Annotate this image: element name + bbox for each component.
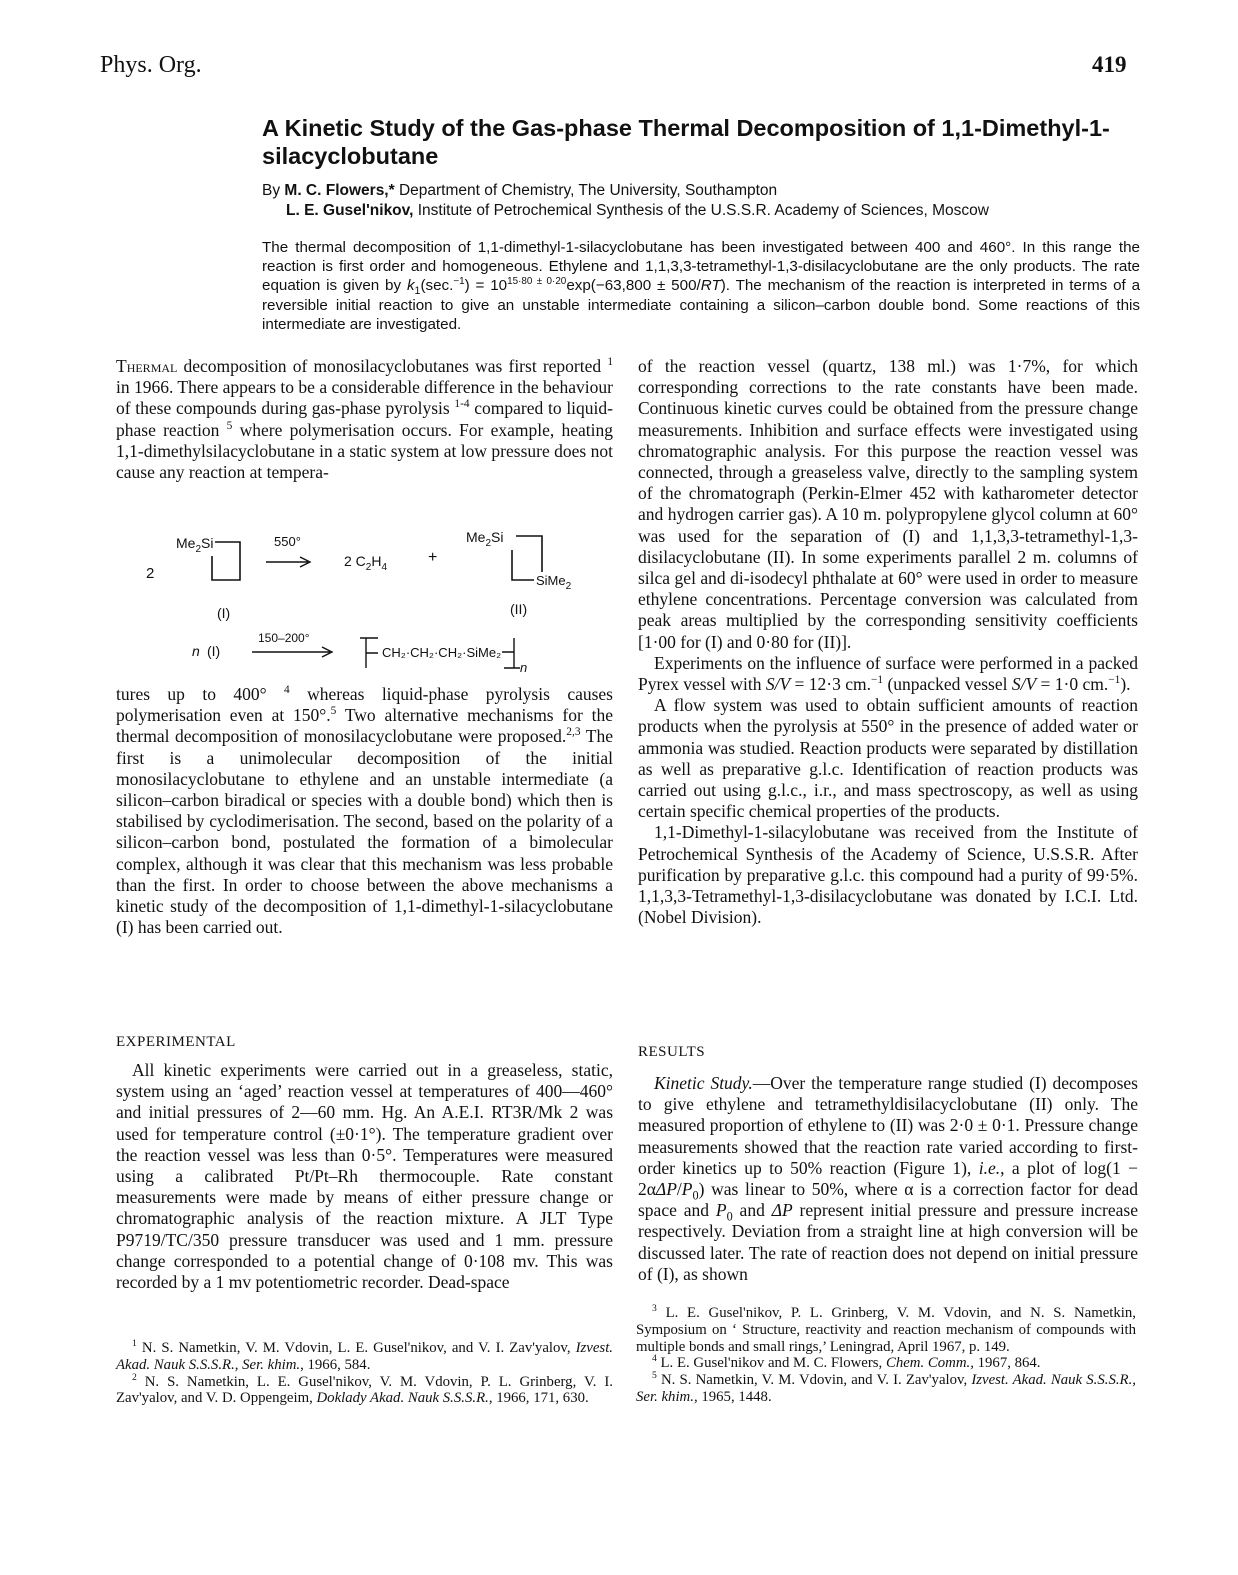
author-affiliation-2: Institute of Petrochemical Synthesis of the U.S.S.R. Academy of Sciences, Moscow	[417, 202, 989, 219]
journal-name: Phys. Org.	[100, 52, 202, 78]
author-name-2: L. E. Gusel'nikov,	[286, 202, 414, 219]
experimental-heading: EXPERIMENTAL	[116, 1034, 236, 1050]
footnote: $^5$ N. S. Nametkin, V. M. Vdovin, and V. I. Zav'yalov, Izvest. Akad. Nauk S.S.S.R., Ser. khim., 1965, 1448.	[636, 1370, 1136, 1405]
experimental-flow-paragraph: A flow system was used to obtain sufficient amounts of reaction products when the pyrolysis at 550° in the presence of added water or ammonia was studied. Reaction products were separated by distillation as well as preparative g.l.c. Identification of reaction products was carried out using g.l.c., i.r., and mass spectroscopy, as well as using certain specific chemical properties of the products.	[638, 695, 1138, 822]
author-name-1: M. C. Flowers,*	[284, 182, 395, 199]
footnote: $^4$ L. E. Gusel'nikov and M. C. Flowers, Chem. Comm., 1967, 864.	[652, 1353, 1041, 1372]
svg-text:Me2Si: $Me_2Si$	[176, 535, 214, 555]
results-paragraph: Kinetic Study.—Over the temperature range studied (I) decomposes to give ethylene and tetramethyldisilacyclobutane (II) only. The measured proportion of ethylene to (II) was 2·0 ± 0·1. Pressure change measurements showed that the reaction rate varied according to first-order kinetics up to 50% reaction (Figure 1), i.e., a plot of $\log(1 - 2\alpha\Delta P/P_0)$ was linear to 50%, where α is a correction factor for dead space and $P_0$ and ΔP represent initial pressure and pressure increase respectively. Deviation from a straight line at high conversion will be discussed later. The rate of reaction does not depend on initial pressure of (I), as shown	[638, 1073, 1138, 1284]
author-line-1: By M. C. Flowers,* Department of Chemistry, The University, Southampton	[262, 182, 778, 199]
svg-text:(I): (I)	[207, 643, 221, 659]
article-title: A Kinetic Study of the Gas-phase Thermal Decomposition of 1,1-Dimethyl-1-silacyclobutane	[262, 115, 1110, 169]
experimental-materials-paragraph: 1,1-Dimethyl-1-silacylobutane was received from the Institute of Petrochemical Synthesis of the Academy of Science, U.S.S.R. After purification by preparative g.l.c. this compound had a purity of 99·5%. 1,1,3,3-Tetramethyl-1,3-disilacyclobutane was donated by I.C.I. Ltd. (Nobel Division).	[638, 822, 1138, 928]
reaction-scheme	[116, 522, 613, 682]
svg-text:n: n	[520, 660, 528, 675]
page-number: 419	[1092, 52, 1127, 77]
intro-paragraph: Thermal decomposition of monosilacyclobutanes was first reported $^1$ in 1966. There appears to be a considerable difference in the behaviour of these compounds during gas-phase pyrolysis $^{1-4}$ compared to liquid-phase reaction $^5$ where polymerisation occurs. For example, heating 1,1-dimethylsilacyclobutane in a static system at low pressure does not cause any reaction at tempera-	[116, 356, 613, 483]
silacyclobutane-ring	[212, 542, 240, 580]
footnotes-left	[116, 1340, 613, 1407]
condition-550: 550°	[274, 534, 301, 549]
svg-text:Me2Si: $Me_2Si$	[466, 529, 504, 549]
experimental-continued	[638, 356, 1138, 928]
reaction-arrow-2	[252, 647, 332, 657]
polymer-product: CH₂·CH₂·CH₂·SiMe₂	[382, 645, 502, 660]
compound-label-I: (I)	[217, 605, 231, 621]
intro-continued: tures up to 400° $^4$ whereas liquid-phase pyrolysis causes polymerisation even at 150°.$^5$ Two alternative mechanisms for the thermal decomposition of monosilacyclobutane were proposed.$^{2,3}$ The first is a unimolecular decomposition of the initial monosilacyclobutane to ethylene and an unstable intermediate (a silicon–carbon biradical or species with a double bond) which then is stabilised by cyclodimerisation. The second, based on the polarity of a silicon–carbon bond, postulated the formation of a bimolecular complex, although it was clear that this mechanism was less probable than the first. In order to choose between the above mechanisms a kinetic study of the decomposition of 1,1-dimethyl-1-silacyclobutane (I) has been carried out.	[116, 684, 613, 938]
reaction-arrow-1	[266, 557, 310, 567]
ethylene-product: 2 $C_2H_4$	[344, 553, 388, 573]
footnote: $^1$ N. S. Nametkin, V. M. Vdovin, L. E. Gusel'nikov, and V. I. Zav'yalov, Izvest. Akad. Nauk S.S.S.R., Ser. khim., 1966, 584.	[116, 1338, 613, 1373]
experimental-paragraph: All kinetic experiments were carried out in a greaseless, static, system using an ‘aged’ reaction vessel at temperatures of 400—460° and initial pressures of 2—60 mm. Hg. An A.E.I. RT3R/Mk 2 was used for temperature control (±0·1°). The temperature gradient over the reaction vessel was less than 0·5°. Temperatures were measured using a calibrated Pt/Pt–Rh thermocouple. Rate constant measurements were made by means of either pressure change or chromatographic analysis of the reaction mixture. A JLT Type P9719/TC/350 pressure transducer was used and 1 mm. pressure change corresponded to a potential change of 0·108 mv. This was recorded by a 1 mv potentiometric recorder. Dead-space	[116, 1060, 613, 1293]
footnotes-right	[636, 1305, 1136, 1406]
abstract: The thermal decomposition of 1,1-dimethyl-1-silacyclobutane has been investigated between 400 and 460°. In this range the reaction is first order and homogeneous. Ethylene and 1,1,3,3-tetramethyl-1,3-disilacyclobutane are the only products. The rate equation is given by $k_1(\sec.^{-1}) = 10^{15\cdot 80 \pm 0\cdot 20}\exp(-63,800 \pm 500/RT)$. The mechanism of the reaction is interpreted in terms of a reversible initial reaction to give an unstable intermediate containing a silicon–carbon double bond. Some reactions of this intermediate are investigated.	[262, 239, 1141, 333]
svg-text:n: n	[192, 643, 200, 659]
footnote: $^3$ L. E. Gusel'nikov, P. L. Grinberg, V. M. Vdovin, and N. S. Nametkin, Symposium on ‘ Structure, reactivity and reaction mechanism of compounds with multiple bonds and small rings,’ Leningrad, April 1967, p. 149.	[636, 1303, 1137, 1355]
experimental-vessel-paragraph: of the reaction vessel (quartz, 138 ml.) was 1·7%, for which corresponding corrections to the rate constants have been made. Continuous kinetic curves could be obtained from the pressure change measurements. Inhibition and surface effects were investigated using chromatographic analysis. For this purpose the reaction vessel was connected, through a greaseless valve, directly to the sampling system of the chromatograph (Perkin-Elmer 452 with katharometer detector and hydrogen carrier gas). A 10 m. polypropylene glycol column at 60° was used for the separation of (I) and 1,1,3,3-tetramethyl-1,3-disilacyclobutane (II). In some experiments parallel 2 m. columns of silca gel and di-isodecyl phthalate at 60° were used in order to measure ethylene concentrations. Percentage conversion was calculated from peak areas multiplied by the corresponding sensitivity coefficients [1·00 for (I) and 0·80 for (II)].	[638, 356, 1138, 652]
results-heading: RESULTS	[638, 1044, 706, 1060]
footnote: $^2$ N. S. Nametkin, L. E. Gusel'nikov, V. M. Vdovin, P. L. Grinberg, V. I. Zav'yalov, and V. D. Oppengeim, Doklady Akad. Nauk S.S.S.R., 1966, 171, 630.	[116, 1371, 613, 1407]
author-line-2	[286, 202, 989, 220]
svg-text:SiMe2: SiMe$_2$	[536, 573, 572, 592]
experimental-surface-paragraph: Experiments on the influence of surface were performed in a packed Pyrex vessel with S/V = 12·3 cm.$^{-1}$ (unpacked vessel S/V = 1·0 cm.$^{-1}$).	[638, 652, 1138, 695]
condition-150-200: 150–200°	[258, 631, 310, 645]
author-affiliation-1: Department of Chemistry, The University, Southampton	[398, 182, 778, 199]
plus-sign: +	[428, 549, 438, 566]
scheme-coefficient: 2	[146, 565, 155, 582]
compound-label-II: (II)	[510, 601, 528, 617]
